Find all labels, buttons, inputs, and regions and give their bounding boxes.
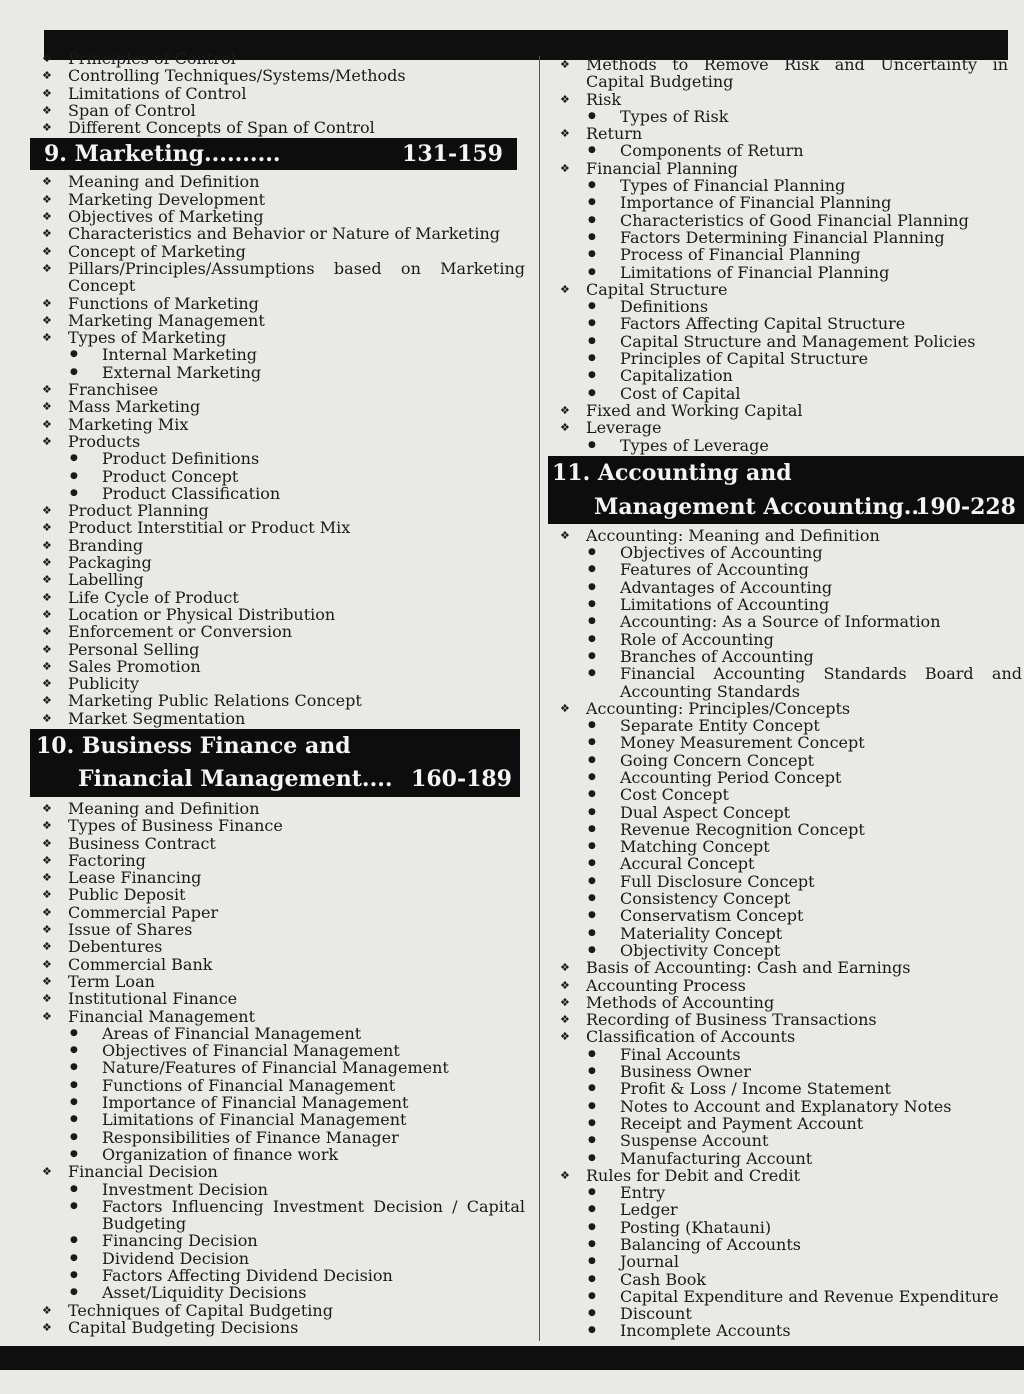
list-subitem: ● Responsibilities of Finance Manager [30, 1129, 525, 1146]
ch9-list-c [30, 381, 525, 450]
list-item: ❖ Life Cycle of Product [30, 589, 525, 606]
list-subitem: ● Factors Affecting Capital Structure [548, 315, 1024, 332]
chapter-title: 9. Marketing.......... [44, 141, 281, 168]
list-subitem: ● Business Owner [548, 1063, 1024, 1080]
list-subitem: ● Process of Financial Planning [548, 246, 1024, 263]
list-subitem: ● Product Definitions [30, 450, 525, 467]
list-subitem: ● Capital Expenditure and Revenue Expenditure [548, 1288, 1024, 1305]
list-item: ❖ Accounting: Principles/Concepts [548, 700, 1024, 717]
list-item: ❖ Fixed and Working Capital [548, 402, 1024, 419]
list-item: ❖ Mass Marketing [30, 398, 525, 415]
list-item: ❖ Methods to Remove Risk and Uncertainty in Capital Budgeting [548, 56, 1024, 91]
list-item: ❖ Controlling Techniques/Systems/Methods [30, 67, 525, 84]
list-item: ❖ Location or Physical Distribution [30, 606, 525, 623]
list-item: ❖ Accounting: Meaning and Definition [548, 527, 1024, 544]
ch10-list-b [30, 1163, 525, 1180]
risk-sub [548, 108, 1024, 125]
list-subitem: ● Nature/Features of Financial Management [30, 1059, 525, 1076]
list-item: ❖ Commercial Bank [30, 956, 525, 973]
chapter-9-heading [30, 138, 517, 170]
list-item: ❖ Limitations of Control [30, 85, 525, 102]
list-subitem: ● Dividend Decision [30, 1250, 525, 1267]
list-subitem: ● Components of Return [548, 142, 1024, 159]
list-item: ❖ Recording of Business Transactions [548, 1011, 1024, 1028]
list-subitem: ● Internal Marketing [30, 346, 525, 363]
list-subitem: ● Objectives of Financial Management [30, 1042, 525, 1059]
list-subitem: ● Product Concept [30, 468, 525, 485]
list-item: ❖ Capital Budgeting Decisions [30, 1319, 525, 1336]
list-subitem: ● Asset/Liquidity Decisions [30, 1284, 525, 1301]
list-subitem: ● Balancing of Accounts [548, 1236, 1024, 1253]
list-item: ❖ Branding [30, 537, 525, 554]
list-subitem: ● Profit & Loss / Income Statement [548, 1080, 1024, 1097]
list-subitem: ● External Marketing [30, 364, 525, 381]
ch9-list-d [30, 502, 525, 727]
list-item: ❖ Functions of Marketing [30, 295, 525, 312]
list-subitem: ● Materiality Concept [548, 925, 1024, 942]
list-subitem: ● Limitations of Financial Management [30, 1111, 525, 1128]
chapter-pages: 160-189 [411, 765, 512, 792]
list-subitem: ● Cost Concept [548, 786, 1024, 803]
list-item: ❖ Concept of Marketing [30, 243, 525, 260]
list-subitem: ● Conservatism Concept [548, 907, 1024, 924]
list-item: ❖ Personal Selling [30, 641, 525, 658]
list-subitem: ● Principles of Capital Structure [548, 350, 1024, 367]
list-subitem: ● Factors Influencing Investment Decision / Capital Budgeting [30, 1198, 525, 1233]
list-item: ❖ Methods of Accounting [548, 994, 1024, 1011]
list-item: ❖ Capital Structure [548, 281, 1024, 298]
list-item: ❖ Return [548, 125, 1024, 142]
list-item: ❖ Business Contract [30, 835, 525, 852]
list-subitem: ● Receipt and Payment Account [548, 1115, 1024, 1132]
chapter-title-line1: 10. Business Finance and [36, 732, 351, 759]
list-item: ❖ Lease Financing [30, 869, 525, 886]
list-item: ❖ Factoring [30, 852, 525, 869]
list-subitem: ● Cost of Capital [548, 385, 1024, 402]
list-item: ❖ Objectives of Marketing [30, 208, 525, 225]
list-subitem: ● Journal [548, 1253, 1024, 1270]
list-subitem: ● Objectivity Concept [548, 942, 1024, 959]
list-subitem: ● Dual Aspect Concept [548, 804, 1024, 821]
list-subitem: ● Capital Structure and Management Policies [548, 333, 1024, 350]
list-item: ❖ Financial Planning [548, 160, 1024, 177]
list-subitem: ● Going Concern Concept [548, 752, 1024, 769]
list-item: ❖ Financial Management [30, 1008, 525, 1025]
ch9-list-b [30, 295, 525, 347]
chapter-10-heading [30, 729, 520, 797]
list-item: ❖ Meaning and Definition [30, 173, 525, 190]
list-subitem: ● Matching Concept [548, 838, 1024, 855]
list-subitem: ● Factors Affecting Dividend Decision [30, 1267, 525, 1284]
list-item: ❖ Packaging [30, 554, 525, 571]
list-item: ❖ Accounting Process [548, 977, 1024, 994]
list-item: ❖ Meaning and Definition [30, 800, 525, 817]
list-item: ❖ Different Concepts of Span of Control [30, 119, 525, 136]
list-item: ❖ Enforcement or Conversion [30, 623, 525, 640]
ch9-products-sub [30, 450, 525, 502]
list-subitem: ● Advantages of Accounting [548, 579, 1024, 596]
return-sub [548, 142, 1024, 159]
rules-sub [548, 1184, 1024, 1340]
list-subitem: ● Types of Risk [548, 108, 1024, 125]
list-subitem: ● Types of Leverage [548, 437, 1024, 454]
leverage-sub [548, 437, 1024, 454]
chapter-title-line1: 11. Accounting and [552, 459, 792, 486]
chapter-pages: 190-228 [915, 493, 1016, 520]
acc-sub [548, 544, 1024, 665]
ch9-list-a [30, 173, 525, 259]
list-item: ❖ Risk [548, 91, 1024, 108]
list-item: ❖ Financial Decision [30, 1163, 525, 1180]
list-item: ❖ Sales Promotion [30, 658, 525, 675]
fwc-list [548, 402, 1024, 437]
list-subitem: ● Entry [548, 1184, 1024, 1201]
list-subitem: ● Separate Entity Concept [548, 717, 1024, 734]
list-subitem: ● Capitalization [548, 367, 1024, 384]
list-item: ❖ Products [30, 433, 525, 450]
left-column [30, 50, 525, 1336]
column-divider [539, 56, 540, 1341]
list-item: ❖ Rules for Debit and Credit [548, 1167, 1024, 1184]
list-item: ❖ Public Deposit [30, 886, 525, 903]
list-subitem: ● Limitations of Accounting [548, 596, 1024, 613]
list-subitem: ● Objectives of Accounting [548, 544, 1024, 561]
list-subitem: ● Factors Determining Financial Planning [548, 229, 1024, 246]
list-subitem: ● Money Measurement Concept [548, 734, 1024, 751]
chapter-pages: 131-159 [402, 141, 503, 168]
list-subitem: ● Importance of Financial Planning [548, 194, 1024, 211]
ch10-fd-sub-a [30, 1181, 525, 1198]
list-subitem: ● Limitations of Financial Planning [548, 264, 1024, 281]
more-list [548, 959, 1024, 1045]
list-subitem: ● Accounting Period Concept [548, 769, 1024, 786]
list-item: ❖ Issue of Shares [30, 921, 525, 938]
chapter-11-heading [548, 456, 1024, 524]
list-subitem: ● Final Accounts [548, 1046, 1024, 1063]
list-item: ❖ Market Segmentation [30, 710, 525, 727]
list-item: ❖ Span of Control [30, 102, 525, 119]
pc-sub [548, 717, 1024, 959]
list-item: ❖ Commercial Paper [30, 904, 525, 921]
list-subitem: ● Accounting: As a Source of Information [548, 613, 1024, 630]
chapter-title-line2: Management Accounting.. [594, 493, 920, 520]
list-item: ❖ Principles of Control [30, 50, 525, 67]
list-subitem: ● Types of Financial Planning [548, 177, 1024, 194]
list-subitem: ● Consistency Concept [548, 890, 1024, 907]
list-subitem: ● Full Disclosure Concept [548, 873, 1024, 890]
ch10-list-a [30, 800, 525, 1025]
list-item: ❖ Debentures [30, 938, 525, 955]
list-item: ❖ Techniques of Capital Budgeting [30, 1302, 525, 1319]
list-subitem: ● Features of Accounting [548, 561, 1024, 578]
ch9-types-sub [30, 346, 525, 381]
list-item: ❖ Institutional Finance [30, 990, 525, 1007]
list-subitem: ● Branches of Accounting [548, 648, 1024, 665]
list-subitem: ● Cash Book [548, 1271, 1024, 1288]
list-subitem: ● Role of Accounting [548, 631, 1024, 648]
list-item: ❖ Labelling [30, 571, 525, 588]
cs-sub [548, 298, 1024, 402]
list-subitem: ● Ledger [548, 1201, 1024, 1218]
list-subitem: ● Suspense Account [548, 1132, 1024, 1149]
class-sub [548, 1046, 1024, 1167]
list-subitem: ● Notes to Account and Explanatory Notes [548, 1098, 1024, 1115]
list-subitem: ● Financial Accounting Standards Board and Accounting Standards [548, 665, 1024, 700]
list-item: ❖ Product Planning [30, 502, 525, 519]
list-item: ❖ Types of Marketing [30, 329, 525, 346]
fp-sub [548, 177, 1024, 281]
list-subitem: ● Revenue Recognition Concept [548, 821, 1024, 838]
list-item: ❖ Franchisee [30, 381, 525, 398]
list-subitem: ● Organization of finance work [30, 1146, 525, 1163]
bottom-bar [0, 1346, 1024, 1370]
list-item: ❖ Leverage [548, 419, 1024, 436]
pre-items [30, 50, 525, 136]
list-subitem: ● Manufacturing Account [548, 1150, 1024, 1167]
list-subitem: ● Definitions [548, 298, 1024, 315]
list-subitem: ● Functions of Financial Management [30, 1077, 525, 1094]
right-column [548, 56, 1024, 1340]
ch10-fm-sub [30, 1025, 525, 1163]
list-subitem: ● Incomplete Accounts [548, 1322, 1024, 1339]
list-subitem: ● Product Classification [30, 485, 525, 502]
list-subitem: ● Importance of Financial Management [30, 1094, 525, 1111]
list-item: ❖ Publicity [30, 675, 525, 692]
list-subitem: ● Characteristics of Good Financial Planning [548, 212, 1024, 229]
list-item: ❖ Product Interstitial or Product Mix [30, 519, 525, 536]
list-subitem: ● Areas of Financial Management [30, 1025, 525, 1042]
list-item: ❖ Classification of Accounts [548, 1028, 1024, 1045]
list-subitem: ● Investment Decision [30, 1181, 525, 1198]
list-item: ❖ Marketing Mix [30, 416, 525, 433]
list-item: ❖ Types of Business Finance [30, 817, 525, 834]
list-subitem: ● Accural Concept [548, 855, 1024, 872]
list-item: ❖ Marketing Public Relations Concept [30, 692, 525, 709]
list-subitem: ● Posting (Khatauni) [548, 1219, 1024, 1236]
list-item: ❖ Pillars/Principles/Assumptions based on Marketing Concept [30, 260, 525, 295]
list-item: ❖ Marketing Development [30, 191, 525, 208]
ch10-fd-sub-b [30, 1232, 525, 1301]
chapter-title-line2: Financial Management.... [78, 765, 393, 792]
list-item: ❖ Characteristics and Behavior or Nature of Marketing [30, 225, 525, 242]
list-item: ❖ Marketing Management [30, 312, 525, 329]
ch10-list-c [30, 1302, 525, 1337]
list-item: ❖ Term Loan [30, 973, 525, 990]
list-item: ❖ Basis of Accounting: Cash and Earnings [548, 959, 1024, 976]
list-subitem: ● Financing Decision [30, 1232, 525, 1249]
list-subitem: ● Discount [548, 1305, 1024, 1322]
